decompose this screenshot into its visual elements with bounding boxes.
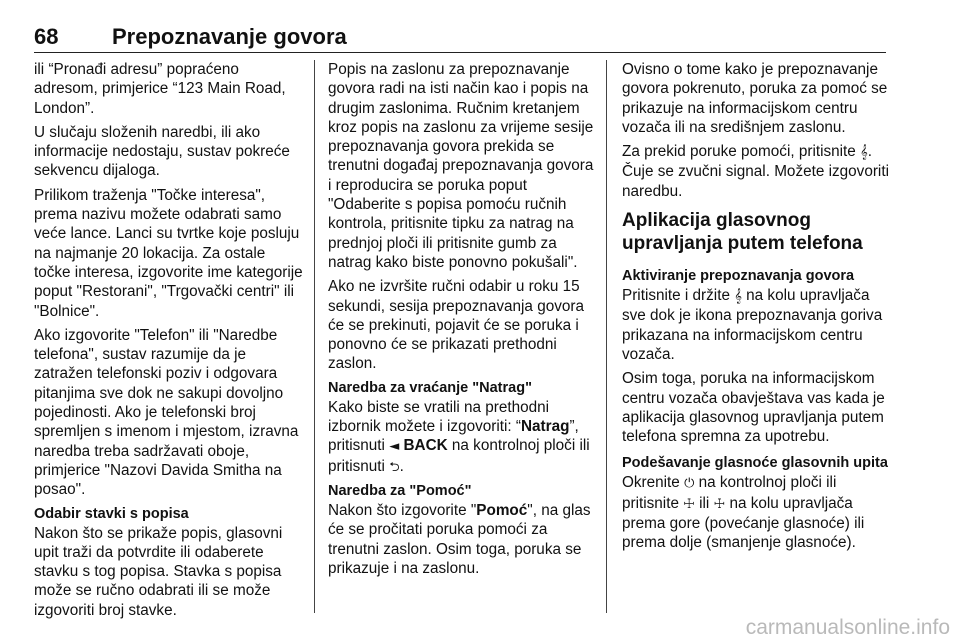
voice-icon: 𝄞 — [734, 289, 742, 305]
column-divider — [314, 60, 315, 613]
subheading-list-selection: Odabir stavki s popisa — [34, 505, 189, 522]
paragraph: Prilikom traženja "Točke interesa", prema nazivu možete odabrati samo veće lance. Lanci su tvrtke koje posluju na najmanje 20 lokacija. Za ostale točke interesa, izgovorite ime kategorije poput "Restorani", "Trgovački centri" ili "Bolnice". — [34, 186, 303, 320]
paragraph: Ako ne izvršite ručni odabir u roku 15 sekundi, sesija prepoznavanja govora će se prekinuti, pojavit će se poruka i ponovno će se prikazati prethodni zaslon. — [328, 278, 584, 373]
volume-down-icon: ☩ — [713, 496, 726, 512]
subheading-activate: Aktiviranje prepoznavanja govora — [622, 268, 855, 285]
text: ili — [694, 494, 714, 512]
return-icon: ⮌ — [389, 459, 400, 475]
subheading-volume: Podešavanje glasnoće glasovnih upita — [622, 455, 888, 472]
section-heading: Aplikacija glasovnog upravljanja putem telefona — [622, 210, 863, 255]
page-header — [34, 22, 886, 53]
text: . — [399, 457, 404, 475]
text: Nakon što izgovorite " — [328, 501, 477, 519]
chapter-title: Prepoznavanje govora — [112, 24, 347, 49]
paragraph-activate — [622, 286, 890, 364]
column-2 — [328, 60, 596, 583]
text: ", na glas će se pročitati poruka pomoći za trenutni zaslon. Osim toga, poruka se prikazuje i na zaslonu. — [328, 501, 591, 577]
text: . Čuje se zvučni signal. Možete izgovoriti naredbu. — [622, 143, 889, 200]
text: na kontrolnoj ploči ili pritisnuti — [328, 437, 590, 475]
keyword-natrag: Natrag — [520, 418, 570, 436]
text: Pritisnite i držite — [622, 287, 735, 305]
watermark: carmanualsonline.info — [745, 616, 950, 639]
paragraph: U slučaju složenih naredbi, ili ako informacije nedostaju, sustav pokreće sekvencu dijaloga. — [34, 123, 290, 180]
paragraph: Osim toga, poruka na informacijskom centru vozača obavještava vas kada je aplikacija glasovnog upravljanja putem telefona spremna za upotrebu. — [622, 370, 885, 446]
paragraph-interrupt — [622, 142, 890, 201]
volume-up-icon: ☩ — [683, 496, 695, 512]
paragraph-back — [328, 398, 596, 477]
power-icon: ⏻ — [684, 476, 695, 492]
text: Za prekid poruke pomoći, pritisnite — [622, 143, 861, 161]
text: na kolu upravljača prema gore (povećanje glasnoće) ili prema dolje (smanjenje glasnoće). — [622, 494, 865, 552]
column-3 — [622, 60, 890, 558]
paragraph-volume — [622, 473, 890, 552]
voice-icon: 𝄞 — [860, 145, 868, 161]
text: na kontrolnoj ploči ili pritisnite — [622, 474, 837, 512]
column-divider — [606, 60, 607, 613]
page-number: 68 — [34, 24, 59, 49]
paragraph: Ovisno o tome kako je prepoznavanje govora pokrenuto, poruka za pomoć se prikazuje na informacijskom centru vozača ili na središnjem zaslonu. — [622, 61, 888, 136]
back-label: BACK — [403, 437, 448, 455]
back-arrow-icon: ◄ — [389, 439, 400, 455]
paragraph: Ako izgovorite "Telefon" ili "Naredbe telefona", sustav razumije da je zatražen telefonski poziv i odgovara pitanjima sve dok ne sakupi dovoljno pojedinosti. Ako je telefonski broj spremljen s imenom i mjestom, izravna naredba treba sadržavati oboje, primjerice "Nazovi Davida Smitha na posao". — [34, 326, 299, 499]
text: Kako biste se vratili na prethodni izbornik možete i izgovoriti: “ — [328, 398, 550, 436]
text: Okrenite — [622, 474, 685, 492]
text: ”, pritisnuti — [328, 418, 579, 455]
text: na kolu upravljača sve dok je ikona prepoznavanja goriva prikazana na informacijskom centru vozača. — [622, 287, 883, 363]
keyword-pomoc: Pomoć — [476, 501, 528, 519]
column-1 — [34, 60, 306, 625]
paragraph: Popis na zaslonu za prepoznavanje govora radi na isti način kao i popis na drugim zaslonima. Ručnim kretanjem kroz popis na zaslonu za vrijeme sesije prepoznavanja govora prekida se trenutni događaj prepoznavanja govora i reproducira se poruka poput "Odaberite s popisa pomoću ručnih kontrola, pritisnite tipku za natrag na prednjoj ploči ili pritisnite gumb za natrag kako biste ponovno pokušali". — [328, 61, 594, 271]
paragraph-help — [328, 501, 596, 578]
paragraph: ili “Pronađi adresu” popraćeno adresom, primjerice “123 Main Road, London”. — [34, 61, 286, 117]
subheading-help-command: Naredba za "Pomoć" — [328, 482, 472, 499]
subheading-back-command: Naredba za vraćanje "Natrag" — [328, 379, 532, 396]
paragraph: Nakon što se prikaže popis, glasovni upit traži da potvrdite ili odaberete stavku s tog popisa. Stavka s popisa može se ručno odabrati ili se može izgovoriti broj stavke. — [34, 524, 283, 619]
